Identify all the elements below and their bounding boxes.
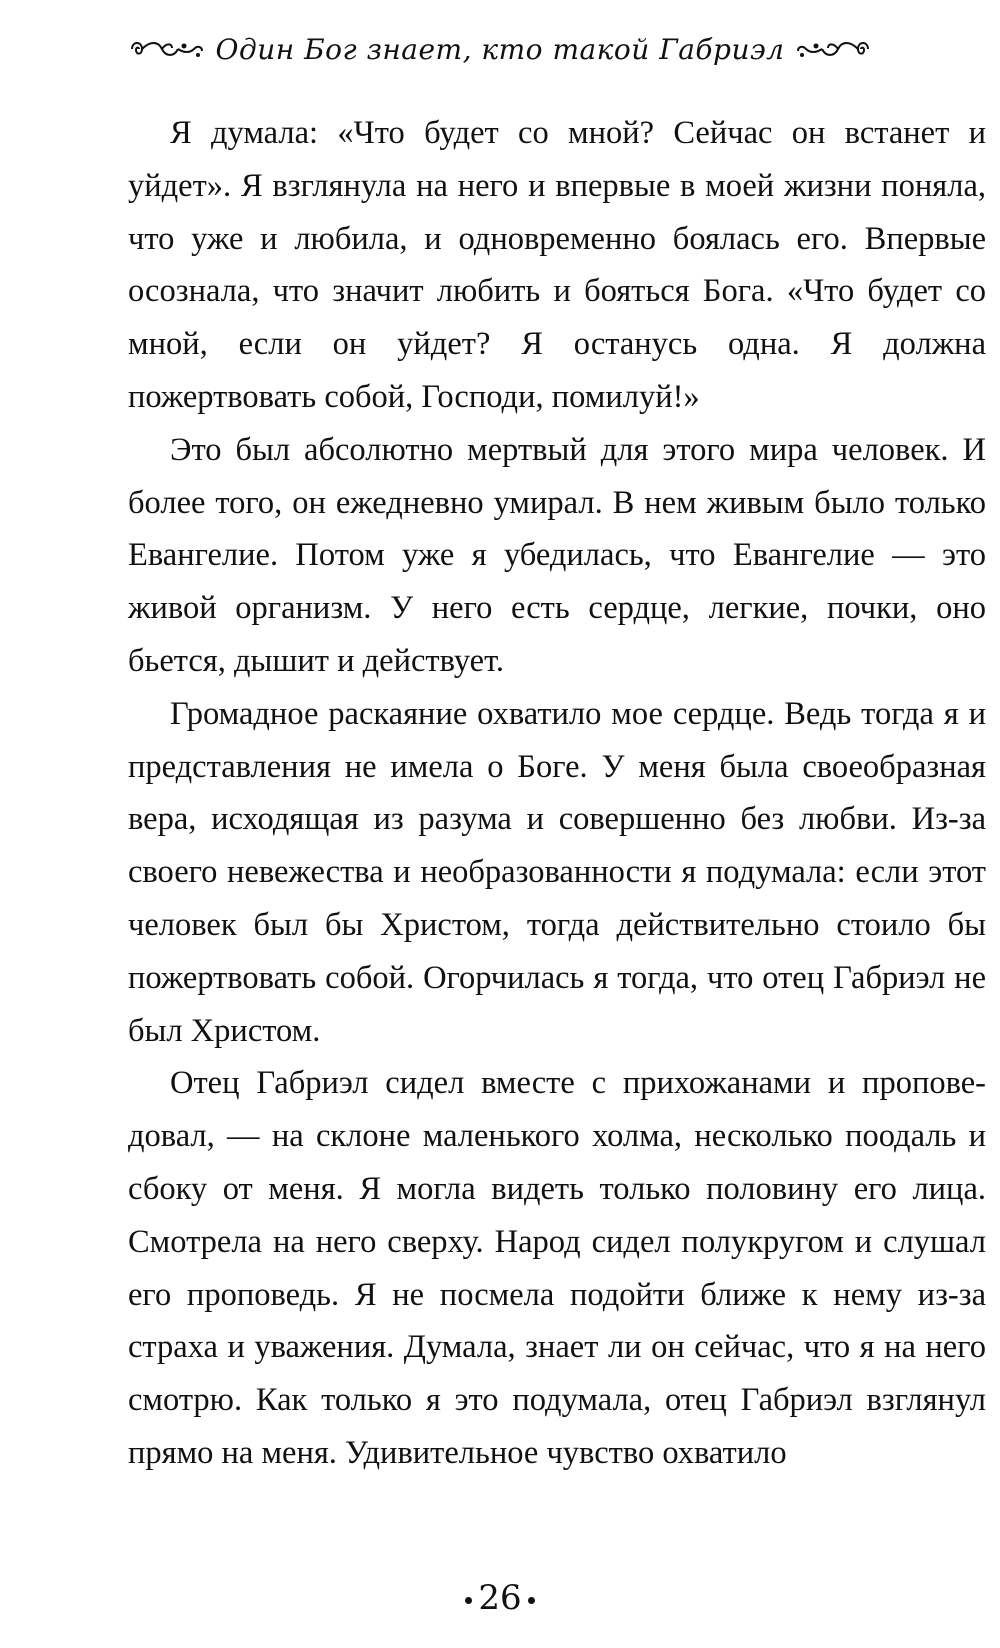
paragraph: Я думала: «Что будет со мной? Сейчас он встанет и уйдет». Я взглянула на него и впервые в моей жизни поняла, что уже и любила, и одновременно боялась его. Впервые осознала, что значит любить и бояться Бога. «Что будет со мной, если он уйдет? Я останусь одна. Я должна пожертвовать собой, Господи, помилуй!» [128, 115, 986, 415]
flourish-ornament-icon [128, 37, 206, 61]
paragraph: Это был абсолютно мертвый для этого мира человек. И более того, он ежедневно умирал. В нем живым было только Евангелие. Потом уже я убедилась, что Евангелие — это живой организм. У него есть сердце, легкие, почки, оно бьется, дышит и действует. [128, 431, 986, 679]
page-number-value: 26 [478, 1578, 522, 1618]
page-number [0, 1578, 1000, 1618]
bullet-dot-icon [528, 1597, 535, 1604]
bullet-dot-icon [465, 1597, 472, 1604]
paragraph: Отец Габриэл сидел вместе с прихожанами и проповедовал, — на склоне маленького холма, несколько поодаль и сбоку от меня. Я могла видеть только половину его лица. Смотрела на него сверху. Народ сидел полукругом и слушал его проповедь. Я не посмела подойти ближе к нему из-за страха и уважения. Думала, знает ли он сейчас, что я на него смотрю. Как только я это подумала, отец Габриэл взглянул прямо на меня. Удивительное чувство охватило [128, 1065, 986, 1471]
running-head [0, 24, 1000, 74]
running-title: Один Бог знает, кто такой Габриэл [215, 32, 785, 66]
paragraph: Громадное раскаяние охватило мое сердце. Ведь тогда я и представления не имела о Боге. У меня была своеобразная вера, исходящая из разума и совершенно без любви. Из-за своего невежества и необразованности я подумала: если этот человек был бы Христом, тогда действительно стоило бы пожертвовать собой. Огорчилась я тогда, что отец Габриэл не был Христом. [128, 695, 986, 1049]
flourish-ornament-icon [794, 37, 872, 61]
page-body [128, 107, 986, 1480]
